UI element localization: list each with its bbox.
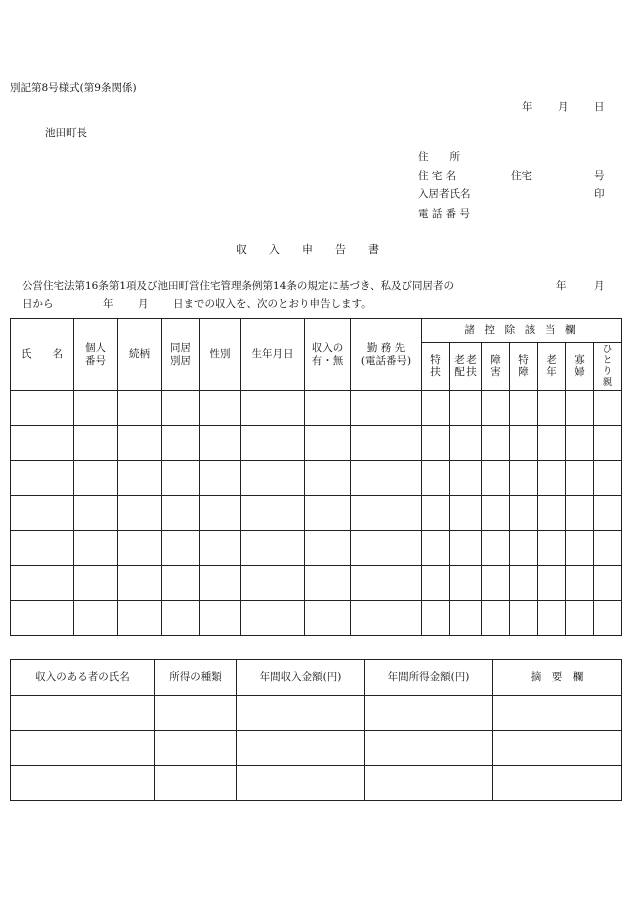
header-gender: 性別 (200, 319, 241, 391)
household-table-cell[interactable] (594, 496, 622, 531)
household-table-cell[interactable] (74, 461, 118, 496)
household-table-cell[interactable] (200, 531, 241, 566)
header-deduction-rouhai-roufu: 老配老扶 (450, 343, 482, 391)
household-table-cell[interactable] (162, 566, 200, 601)
household-table-cell[interactable] (11, 601, 74, 636)
household-table-cell[interactable] (200, 391, 241, 426)
household-table-cell[interactable] (241, 566, 305, 601)
body-line1: 公営住宅法第16条第1項及び池田町営住宅管理条例第14条の規定に基づき、私及び同居者の (22, 280, 454, 292)
header-income-flag: 収入の 有・無 (305, 319, 351, 391)
household-table-cell[interactable] (305, 531, 351, 566)
header-income-type: 所得の種類 (155, 660, 237, 696)
household-table-cell[interactable] (351, 496, 422, 531)
household-table-cell[interactable] (118, 601, 162, 636)
household-table-cell[interactable] (538, 461, 566, 496)
household-table-cell[interactable] (538, 601, 566, 636)
income-table-cell[interactable] (11, 696, 155, 731)
household-table-row (11, 461, 622, 496)
household-table-cell[interactable] (450, 566, 482, 601)
header-personal-number: 個人 番号 (74, 319, 118, 391)
household-table-cell[interactable] (450, 531, 482, 566)
income-table-cell[interactable] (365, 731, 493, 766)
household-table-cell[interactable] (351, 426, 422, 461)
housing-name-label: 住 宅 名 (418, 170, 457, 182)
household-table-cell[interactable] (510, 461, 538, 496)
household-table-row (11, 391, 622, 426)
household-table-cell[interactable] (200, 566, 241, 601)
household-table-cell[interactable] (305, 426, 351, 461)
household-table-cell[interactable] (118, 391, 162, 426)
household-table-cell[interactable] (482, 461, 510, 496)
household-table-cell[interactable] (305, 601, 351, 636)
household-table-cell[interactable] (241, 496, 305, 531)
household-table-cell[interactable] (482, 426, 510, 461)
household-table-cell[interactable] (200, 461, 241, 496)
household-table-cell[interactable] (351, 566, 422, 601)
household-table-cell[interactable] (566, 391, 594, 426)
household-table-cell[interactable] (11, 496, 74, 531)
income-table-cell[interactable] (365, 766, 493, 801)
household-table-cell[interactable] (482, 566, 510, 601)
household-table-cell[interactable] (118, 496, 162, 531)
document-title: 収 入 申 告 書 (236, 243, 379, 256)
resident-name-label: 入居者氏名 (418, 188, 471, 200)
household-table-cell[interactable] (450, 391, 482, 426)
household-table-cell[interactable] (450, 426, 482, 461)
household-table-row (11, 566, 622, 601)
header-deductions-group: 諸 控 除 該 当 欄 (422, 319, 622, 343)
income-table-cell[interactable] (237, 731, 365, 766)
household-table-cell[interactable] (510, 601, 538, 636)
header-annual-earnings: 年間所得金額(円) (365, 660, 493, 696)
addressee: 池田町長 (45, 127, 87, 139)
household-table-cell[interactable] (351, 601, 422, 636)
income-table-cell[interactable] (493, 696, 622, 731)
household-table-cell[interactable] (74, 426, 118, 461)
income-table-cell[interactable] (237, 766, 365, 801)
household-table-cell[interactable] (118, 426, 162, 461)
household-table-cell[interactable] (510, 496, 538, 531)
income-table-row (11, 696, 622, 731)
income-table-cell[interactable] (493, 766, 622, 801)
household-table-cell[interactable] (305, 391, 351, 426)
body-line1-year: 年 (556, 280, 567, 292)
household-table-cell[interactable] (510, 566, 538, 601)
income-table-cell[interactable] (155, 766, 237, 801)
household-table-cell[interactable] (241, 531, 305, 566)
household-table-cell[interactable] (162, 461, 200, 496)
household-table-cell[interactable] (566, 426, 594, 461)
household-table-cell[interactable] (594, 601, 622, 636)
household-table-cell[interactable] (305, 461, 351, 496)
household-table-cell[interactable] (422, 426, 450, 461)
income-table-cell[interactable] (11, 766, 155, 801)
date-day-label: 日 (594, 101, 605, 113)
seal-mark: 印 (594, 188, 605, 200)
household-table-cell[interactable] (422, 391, 450, 426)
income-table-row (11, 766, 622, 801)
household-table-cell[interactable] (241, 461, 305, 496)
household-table-cell[interactable] (241, 426, 305, 461)
household-table-cell[interactable] (566, 601, 594, 636)
household-table-cell[interactable] (594, 531, 622, 566)
date-year-label: 年 (522, 101, 533, 113)
header-cohabit: 同居 別居 (162, 319, 200, 391)
household-table-cell[interactable] (422, 531, 450, 566)
header-name: 氏 名 (11, 319, 74, 391)
housing-suffix: 住宅 (511, 170, 532, 182)
header-workplace: 勤 務 先 (電話番号) (351, 319, 422, 391)
income-table-cell[interactable] (365, 696, 493, 731)
header-deduction-hitorioya: ひとり親 (594, 343, 622, 391)
household-table-cell[interactable] (118, 566, 162, 601)
household-table-row (11, 496, 622, 531)
household-table-cell[interactable] (482, 601, 510, 636)
household-table-row (11, 426, 622, 461)
household-table-cell[interactable] (538, 531, 566, 566)
household-table-cell[interactable] (74, 531, 118, 566)
household-table-cell[interactable] (594, 426, 622, 461)
household-table-cell[interactable] (200, 426, 241, 461)
household-table-cell[interactable] (482, 391, 510, 426)
household-table-cell[interactable] (482, 531, 510, 566)
header-remarks: 摘 要 欄 (493, 660, 622, 696)
household-table-cell[interactable] (594, 566, 622, 601)
household-table-cell[interactable] (351, 391, 422, 426)
phone-label: 電 話 番 号 (418, 208, 471, 220)
income-table-cell[interactable] (11, 731, 155, 766)
income-table-cell[interactable] (155, 696, 237, 731)
household-table-cell[interactable] (538, 426, 566, 461)
household-table-cell[interactable] (11, 566, 74, 601)
household-table-cell[interactable] (11, 391, 74, 426)
household-table-cell[interactable] (351, 531, 422, 566)
income-table-cell[interactable] (493, 731, 622, 766)
household-table-cell[interactable] (510, 531, 538, 566)
header-annual-income: 年間収入金額(円) (237, 660, 365, 696)
household-table-cell[interactable] (422, 566, 450, 601)
household-table-row (11, 531, 622, 566)
header-deduction-tokufu: 特扶 (422, 343, 450, 391)
body-line2-year: 年 (103, 298, 114, 310)
household-table (10, 318, 622, 636)
body-line1-month: 月 (594, 280, 605, 292)
income-table (10, 659, 622, 801)
household-table-cell[interactable] (118, 531, 162, 566)
household-table-cell[interactable] (162, 531, 200, 566)
household-table-cell[interactable] (200, 601, 241, 636)
income-table-cell[interactable] (155, 731, 237, 766)
household-table-cell[interactable] (566, 531, 594, 566)
header-income-earner: 収入のある者の氏名 (11, 660, 155, 696)
household-table-cell[interactable] (11, 461, 74, 496)
household-table-cell[interactable] (566, 461, 594, 496)
header-deduction-rounen: 老年 (538, 343, 566, 391)
household-table-cell[interactable] (450, 461, 482, 496)
household-table-cell[interactable] (538, 496, 566, 531)
household-table-cell[interactable] (200, 496, 241, 531)
household-table-cell[interactable] (594, 461, 622, 496)
header-deduction-tokushou: 特障 (510, 343, 538, 391)
household-table-cell[interactable] (538, 391, 566, 426)
income-table-cell[interactable] (237, 696, 365, 731)
household-table-cell[interactable] (422, 496, 450, 531)
household-table-cell[interactable] (118, 461, 162, 496)
household-table-cell[interactable] (594, 391, 622, 426)
body-line2-from: 日から (22, 298, 54, 310)
household-table-cell[interactable] (450, 601, 482, 636)
household-table-cell[interactable] (74, 496, 118, 531)
body-line2-until: 日までの収入を、次のとおり申告します。 (173, 298, 372, 310)
address-label: 住 所 (418, 151, 460, 163)
income-table-row (11, 731, 622, 766)
form-number: 別記第8号様式(第9条関係) (10, 82, 137, 94)
household-table-cell[interactable] (162, 426, 200, 461)
household-table-cell[interactable] (422, 601, 450, 636)
household-table-cell[interactable] (305, 496, 351, 531)
header-deduction-kafu: 寡婦 (566, 343, 594, 391)
household-table-cell[interactable] (162, 601, 200, 636)
household-table-cell[interactable] (482, 496, 510, 531)
household-table-cell[interactable] (241, 601, 305, 636)
household-table-row (11, 601, 622, 636)
household-table-cell[interactable] (11, 426, 74, 461)
household-table-cell[interactable] (450, 496, 482, 531)
household-table-cell[interactable] (566, 566, 594, 601)
household-table-cell[interactable] (11, 531, 74, 566)
household-table-cell[interactable] (74, 566, 118, 601)
date-month-label: 月 (558, 101, 569, 113)
household-table-cell[interactable] (74, 601, 118, 636)
household-table-cell[interactable] (305, 566, 351, 601)
household-table-cell[interactable] (510, 426, 538, 461)
household-table-cell[interactable] (351, 461, 422, 496)
body-line2-month: 月 (138, 298, 149, 310)
header-birthdate: 生年月日 (241, 319, 305, 391)
household-table-cell[interactable] (162, 496, 200, 531)
number-suffix: 号 (594, 170, 605, 182)
household-table-cell[interactable] (74, 391, 118, 426)
household-table-cell[interactable] (510, 391, 538, 426)
household-table-cell[interactable] (566, 496, 594, 531)
household-table-cell[interactable] (162, 391, 200, 426)
header-relation: 続柄 (118, 319, 162, 391)
header-deduction-shougai: 障害 (482, 343, 510, 391)
household-table-cell[interactable] (422, 461, 450, 496)
household-table-cell[interactable] (538, 566, 566, 601)
household-table-cell[interactable] (241, 391, 305, 426)
